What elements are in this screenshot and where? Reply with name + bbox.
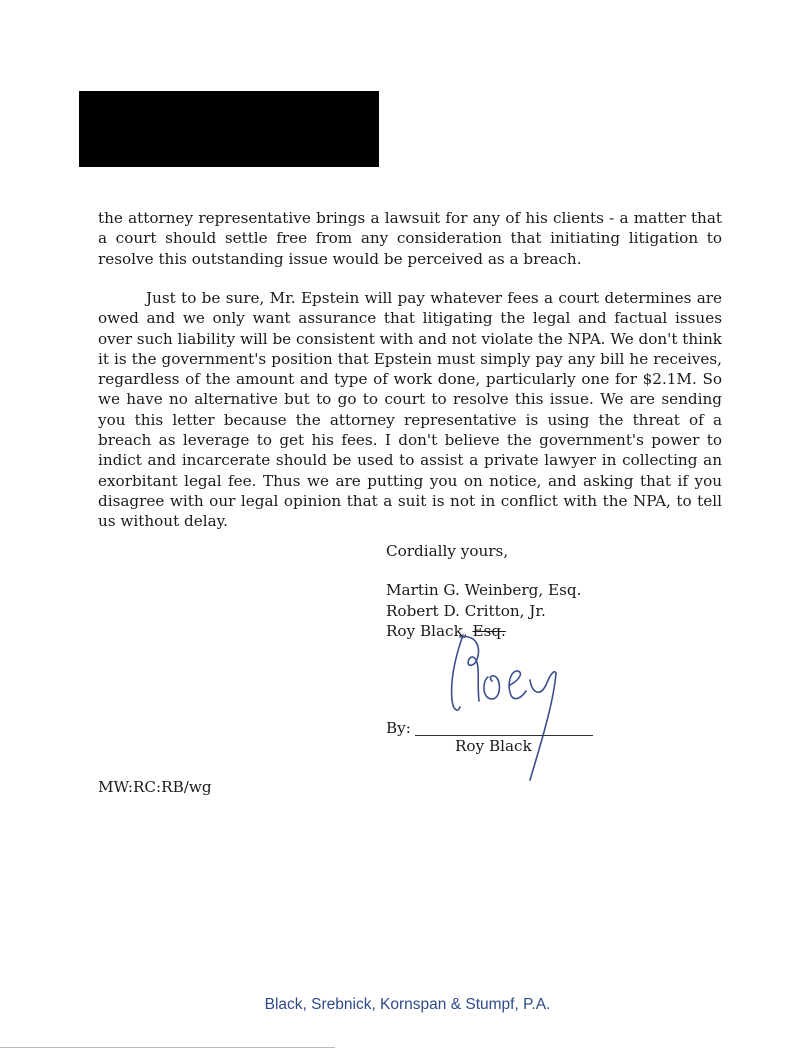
signature-stroke-y	[530, 672, 556, 780]
letter-paragraph-1: the attorney representative brings a lawsuit for any of his clients - a matter that a court should settle free from any consideration that initiating litigation to resolve this outstanding issue would be perceived as a breach.	[98, 209, 722, 268]
by-label: By:	[386, 719, 411, 737]
letterhead-footer	[0, 996, 801, 1014]
signature-stroke-e	[509, 671, 526, 699]
signer-name: Roy Black	[455, 737, 532, 755]
signatory-black-name: Roy Black,	[386, 622, 468, 640]
signatory-critton: Robert D. Critton, Jr.	[386, 601, 546, 620]
signature-stroke-r-stem	[452, 635, 463, 710]
handwritten-signature	[430, 625, 570, 800]
signatory-black-suffix: Esq.	[472, 622, 506, 640]
letter-paragraph-2: Just to be sure, Mr. Epstein will pay whatever fees a court determines are owed and we only want assurance that litigating the legal and factual issues over such liability will be consistent with and not violate the NPA. We don't think it is the government's position that Epstein must simply pay any bill he receives, regardless of the amount and type of work done, particularly one for $2.1M. So we have no alternative but to go to court to resolve this issue. We are sending you this letter because the attorney representative is using the threat of a breach as leverage to get his fees. I don't believe the government's power to indict and incarcerate should be used to assist a private lawyer in collecting an exorbitant legal fee. Thus we are putting you on notice, and asking that if you disagree with our legal opinion that a suit is not in conflict with the NPA, to tell us without delay.	[98, 289, 723, 531]
reference-initials: MW:RC:RB/wg	[98, 778, 212, 796]
signature-stroke-o	[484, 676, 500, 699]
firm-name: Black, Srebnick, Kornspan & Stumpf, P.A.	[264, 996, 551, 1013]
signatory-weinberg: Martin G. Weinberg, Esq.	[386, 581, 582, 599]
signature-stroke-r-loop	[460, 637, 479, 701]
page-bottom-rule	[0, 1047, 335, 1048]
redaction-block	[79, 91, 379, 167]
signature-line	[415, 735, 593, 736]
closing-salutation: Cordially yours,	[386, 542, 509, 560]
